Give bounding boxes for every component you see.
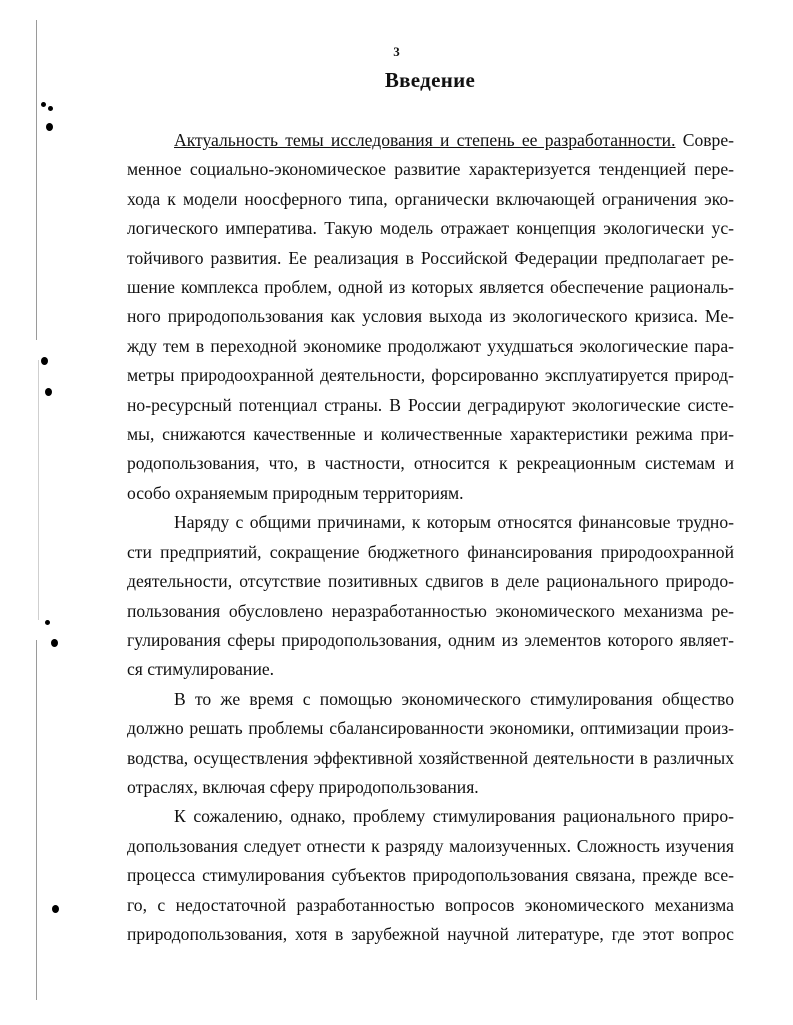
text-line [127,126,734,155]
punch-hole-mark [45,388,52,396]
text-line: пользования обусловлено неразработанностью экономического механизма ре- [127,600,734,621]
punch-hole-mark [51,639,58,647]
text-line: ся стимулирование. [127,659,275,680]
body-text [127,126,734,949]
text-line: метры природоохранной деятельности, форсированно эксплуатируется природ- [127,365,734,386]
text-line: К сожалению, однако, проблему стимулирования рационального приро- [174,806,734,827]
line-tail: Совре- [675,130,735,150]
paragraph [127,802,734,949]
text-line: мы, снижаются качественные и количественные характеристики режима при- [127,424,734,445]
text-line: хода к модели ноосферного типа, органически включающей ограничения эко- [127,188,734,209]
punch-hole-mark [52,905,59,913]
text-line: гулирования сферы природопользования, одним из элементов которого являет- [127,629,734,650]
text-line: процесса стимулирования субъектов природопользования связана, прежде все- [127,865,734,886]
punch-hole-mark [45,620,50,625]
punch-hole-mark [41,102,46,107]
paragraph [127,126,734,508]
text-line: деятельности, отсутствие позитивных сдвигов в деле рационального природо- [127,571,734,592]
paragraph [127,508,734,684]
punch-hole-mark [41,357,48,365]
text-line: родопользования, что, в частности, относится к рекреационным системам и [127,453,734,474]
punch-hole-mark [46,123,53,131]
scan-margin-line [38,360,39,620]
page-number: 3 [393,44,400,59]
text-line: логического императива. Такую модель отражает концепция экологически ус- [127,218,734,239]
paragraph [127,685,734,803]
text-line: ного природопользования как условия выхода из экологического кризиса. Ме- [127,306,734,327]
text-line: но-ресурсный потенциал страны. В России деградируют экологические систе- [127,394,734,415]
text-line: допользования следует отнести к разряду малоизученных. Сложность изучения [127,835,734,856]
underlined-heading-text: Актуальность темы исследования и степень ее разработанности. [174,130,676,150]
text-line: шение комплекса проблем, одной из которых является обеспечение рациональ- [127,277,734,298]
scan-margin-line [36,640,37,1000]
text-line: особо охраняемым природным территориям. [127,482,464,503]
text-line: В то же время с помощью экономического стимулирования общество [174,688,734,709]
punch-hole-mark [48,106,53,111]
text-line: го, с недостаточной разработанностью вопросов экономического механизма [127,894,734,915]
text-line: тойчивого развития. Ее реализация в Российской Федерации предполагает ре- [127,247,734,268]
page-title: Введение [384,68,476,92]
text-line: должно решать проблемы сбалансированности экономики, оптимизации произ- [127,718,734,739]
text-line: отраслях, включая сферу природопользования. [127,776,479,797]
text-line: водства, осуществления эффективной хозяйственной деятельности в различных [127,747,734,768]
text-line: природопользования, хотя в зарубежной научной литературе, где этот вопрос [127,923,734,944]
text-line: Наряду с общими причинами, к которым относятся финансовые трудно- [174,512,734,533]
text-line: сти предприятий, сокращение бюджетного финансирования природоохранной [127,541,734,562]
text-line: жду тем в переходной экономике продолжают ухудшаться экологические пара- [127,335,734,356]
text-line: менное социально-экономическое развитие характеризуется тенденцией пере- [127,159,734,180]
